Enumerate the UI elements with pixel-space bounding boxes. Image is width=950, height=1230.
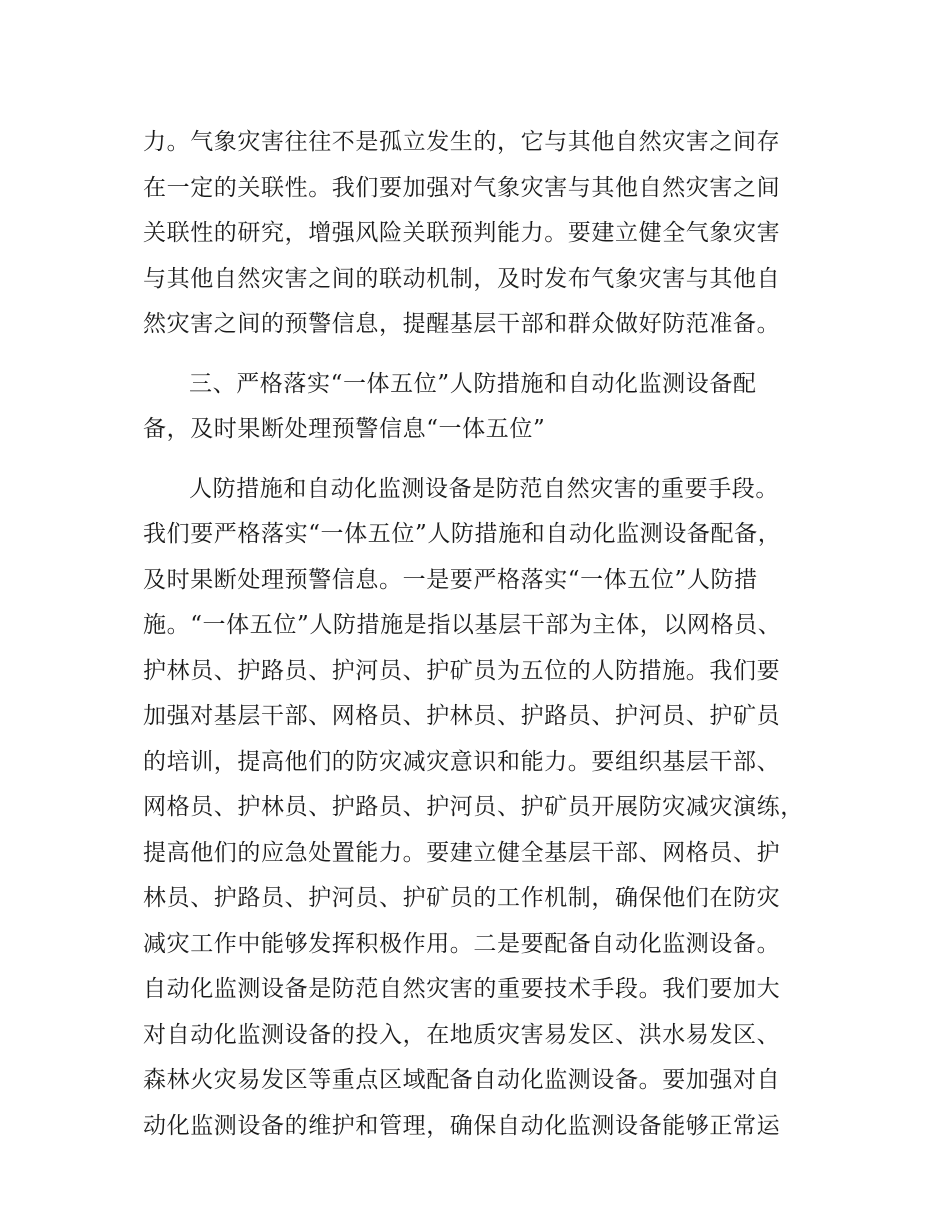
text-line: 力。气象灾害往往不是孤立发生的，它与其他自然灾害之间存 [143, 129, 781, 155]
text-line: 然灾害之间的预警信息，提醒基层干部和群众做好防范准备。 [143, 311, 781, 337]
text-line: 在一定的关联性。我们要加强对气象灾害与其他自然灾害之间 [143, 174, 781, 201]
text-line: 人防措施和自动化监测设备是防范自然灾害的重要手段。 [189, 475, 779, 502]
text-line: 减灾工作中能够发挥积极作用。二是要配备自动化监测设备。 [143, 930, 781, 957]
text-line: 林员、护路员、护河员、护矿员的工作机制，确保他们在防灾 [143, 885, 781, 911]
text-line: 森林火灾易发区等重点区域配备自动化监测设备。要加强对自 [143, 1067, 781, 1093]
text-line: 及时果断处理预警信息。一是要严格落实“一体五位”人防措 [143, 566, 758, 593]
paragraph-body [143, 467, 815, 1150]
heading-line: 备，及时果断处理预警信息“一体五位” [143, 416, 546, 442]
paragraph-continuation [143, 120, 815, 348]
text-line: 加强对基层干部、网格员、护林员、护路员、护河员、护矿员 [143, 703, 781, 729]
text-line: 动化监测设备的维护和管理，确保自动化监测设备能够正常运 [143, 1112, 781, 1139]
text-line: 对自动化监测设备的投入，在地质灾害易发区、洪水易发区、 [143, 1021, 781, 1048]
text-line: 与其他自然灾害之间的联动机制，及时发布气象灾害与其他自 [143, 265, 781, 292]
text-line: 自动化监测设备是防范自然灾害的重要技术手段。我们要加大 [143, 976, 781, 1002]
text-line: 关联性的研究，增强风险关联预判能力。要建立健全气象灾害 [143, 220, 781, 246]
heading-line: 三、严格落实“一体五位”人防措施和自动化监测设备配 [189, 370, 757, 397]
text-line: 的培训，提高他们的防灾减灾意识和能力。要组织基层干部、 [143, 748, 781, 775]
text-line: 护林员、护路员、护河员、护矿员为五位的人防措施。我们要 [143, 657, 781, 684]
section-heading [143, 362, 815, 453]
paragraph-spacer [143, 453, 815, 467]
document-body [143, 120, 815, 1149]
text-line: 网格员、护林员、护路员、护河员、护矿员开展防灾减灾演练， [143, 794, 804, 820]
paragraph-spacer [143, 348, 815, 362]
text-line: 施。“一体五位”人防措施是指以基层干部为主体，以网格员、 [143, 612, 782, 638]
text-line: 我们要严格落实“一体五位”人防措施和自动化监测设备配备， [143, 521, 782, 547]
text-line: 提高他们的应急处置能力。要建立健全基层干部、网格员、护 [143, 839, 781, 866]
